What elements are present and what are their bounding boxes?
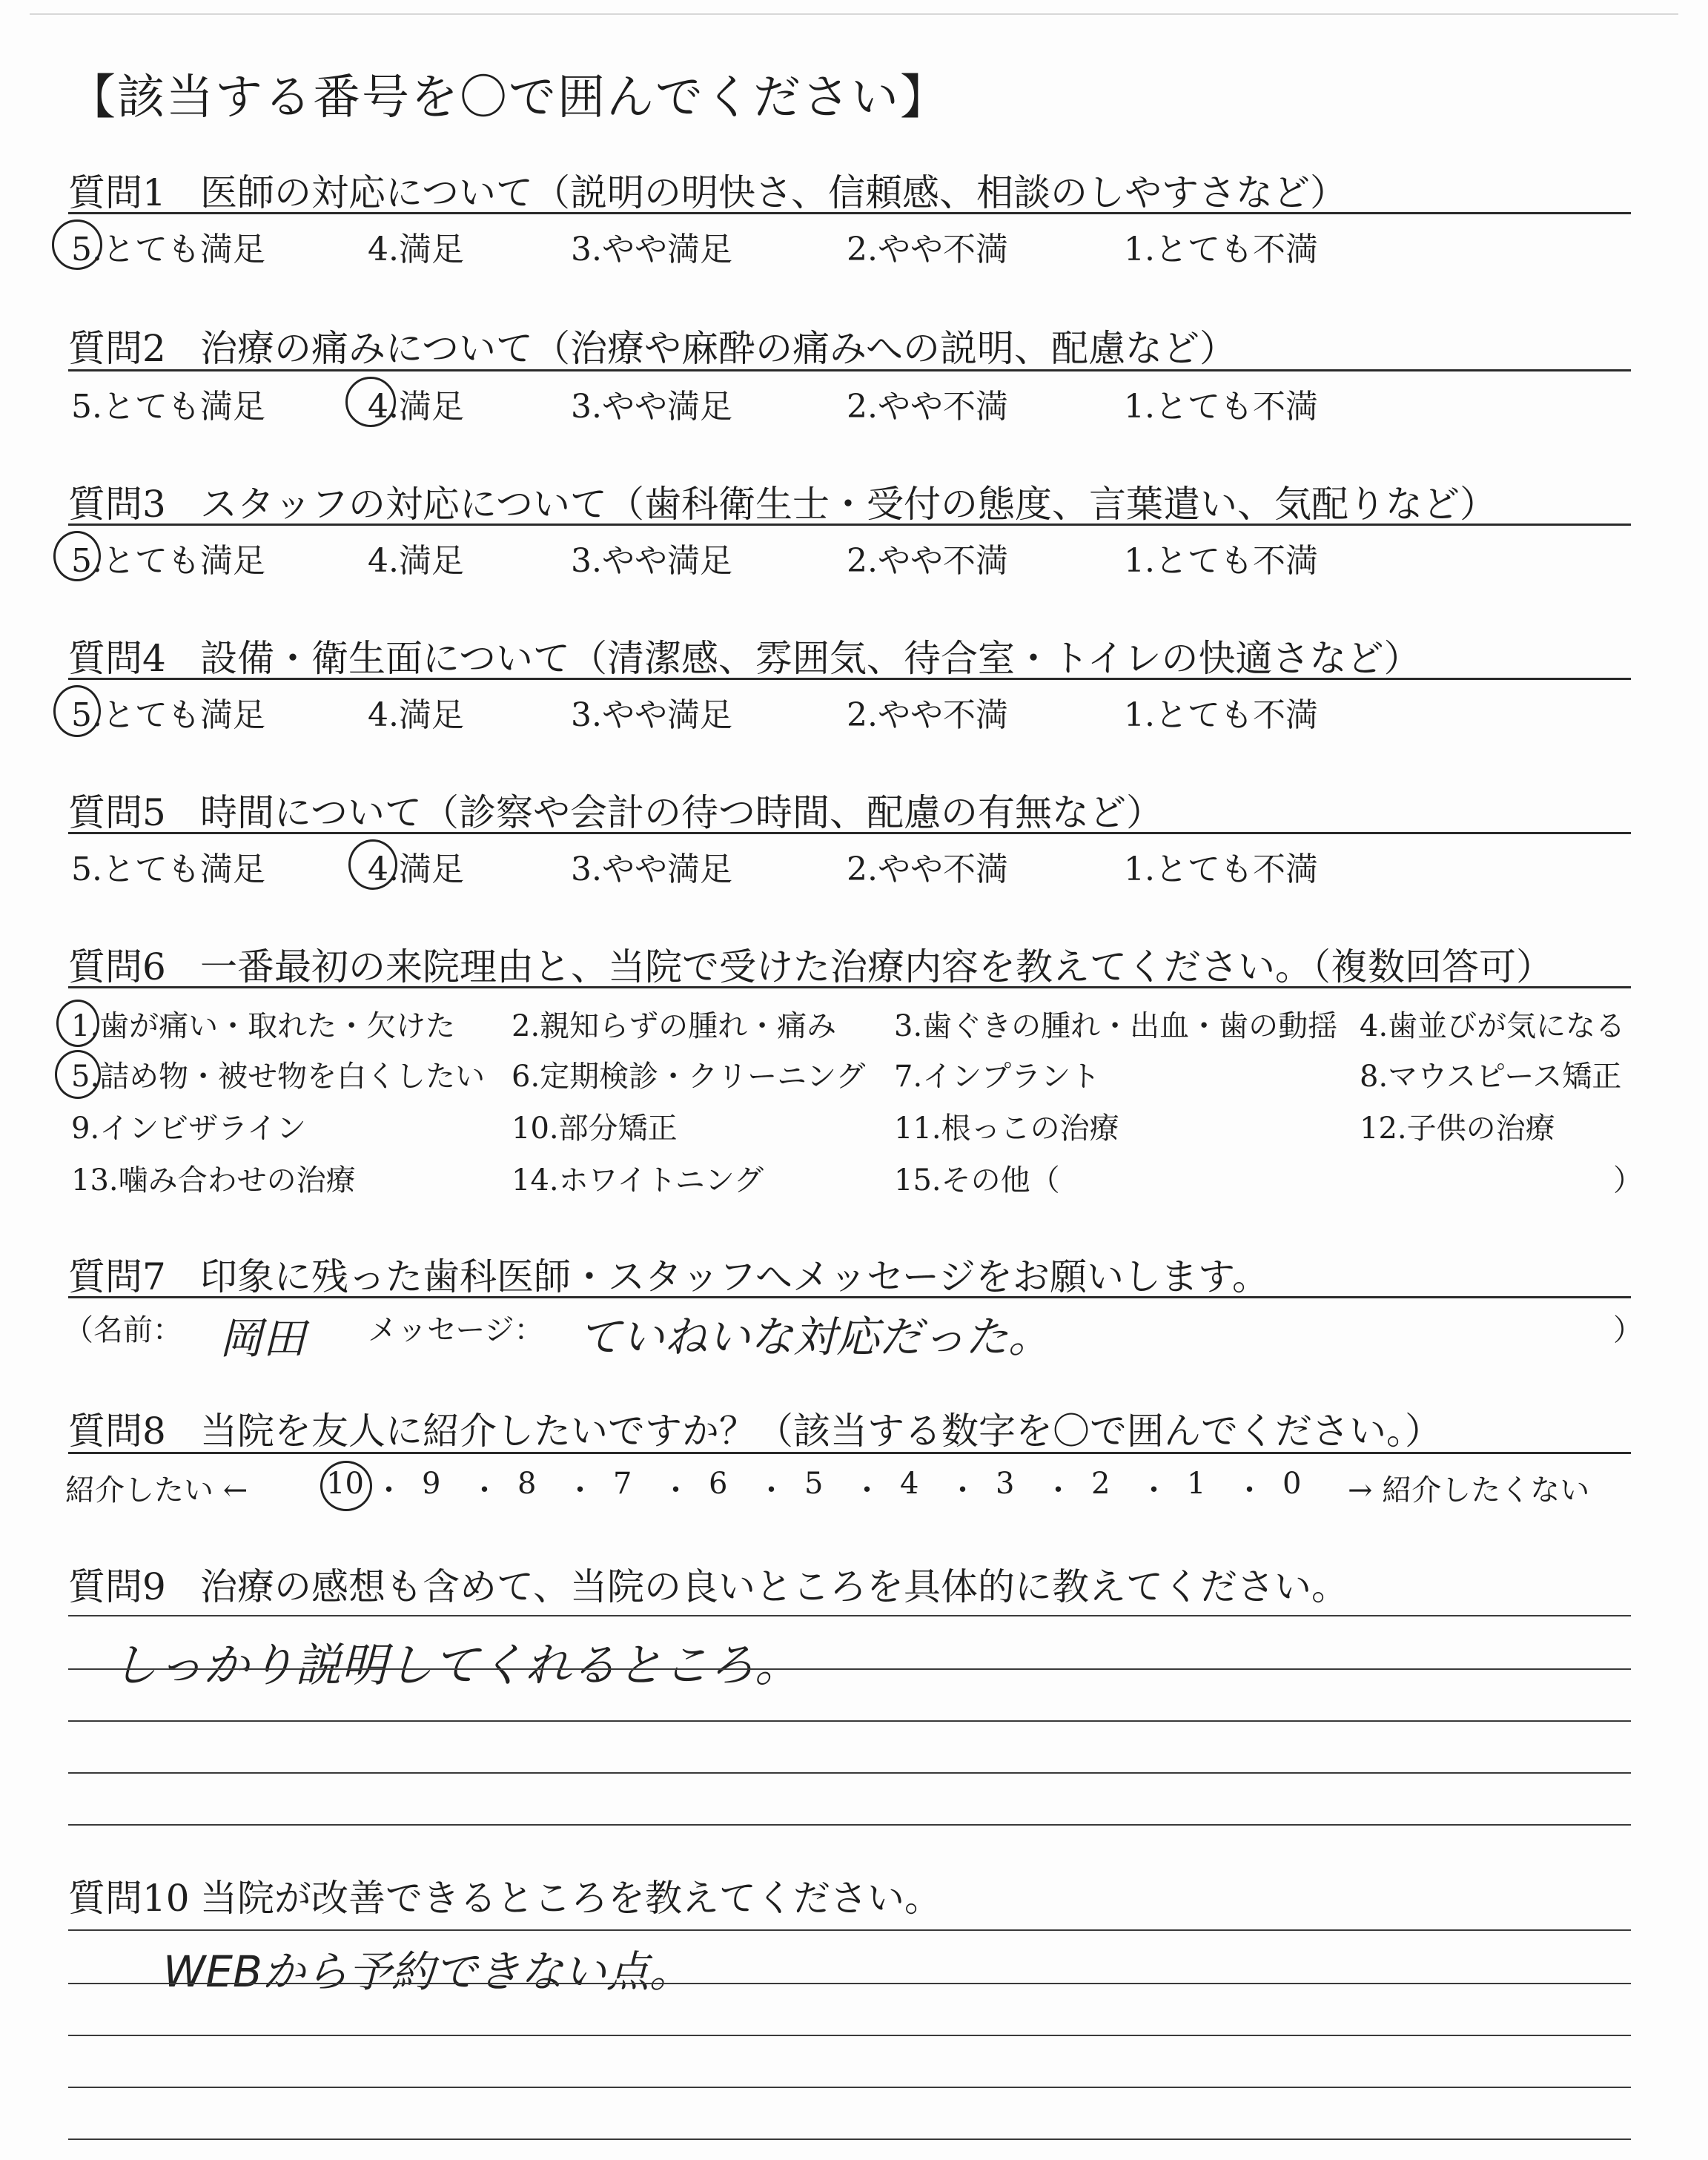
q9-answer-handwritten[interactable]: しっかり説明してくれるところ。	[111, 1638, 801, 1692]
q4-label: 質問4	[68, 637, 166, 680]
q8-scale-separator: ・	[1234, 1473, 1265, 1507]
q6-rule	[68, 986, 1631, 988]
q9-line	[68, 1772, 1631, 1774]
q8-scale-value[interactable]: 1	[1187, 1467, 1206, 1501]
q10-label: 質問10	[68, 1877, 190, 1920]
q8-scale-separator: ・	[1139, 1473, 1169, 1507]
q4-selection-circle	[53, 685, 101, 737]
q2-opt-5[interactable]: 5.とても満足	[71, 388, 265, 426]
q6-text: 一番最初の来院理由と、当院で受けた治療内容を教えてください。（複数回答可）	[200, 945, 1553, 988]
q8-scale-separator: ・	[374, 1473, 404, 1507]
q6-option[interactable]: 10.部分矯正	[512, 1112, 678, 1146]
q9-label: 質問9	[68, 1565, 166, 1608]
q6-selection-circle-5	[55, 1050, 101, 1099]
q7-message-label: メッセージ：	[368, 1313, 544, 1347]
q8-scale-separator: ・	[756, 1473, 787, 1507]
q10-line	[68, 2035, 1631, 2036]
q8-scale-separator: ・	[661, 1473, 691, 1507]
q4-opt-3[interactable]: 3.やや満足	[571, 696, 732, 734]
q6-option[interactable]: 3.歯ぐきの腫れ・出血・歯の動揺	[894, 1009, 1338, 1043]
q8-right-label: → 紹介したくない	[1348, 1473, 1590, 1507]
q1-opt-2[interactable]: 2.やや不満	[847, 231, 1008, 268]
q6-selection-circle-1	[56, 1000, 99, 1047]
q8-scale-value[interactable]: 5	[804, 1467, 824, 1501]
q6-option[interactable]: 9.インビザライン	[71, 1112, 306, 1146]
q3-label: 質問3	[68, 483, 166, 526]
q2-opt-2[interactable]: 2.やや不満	[847, 388, 1008, 426]
q6-option[interactable]: 14.ホワイトニング	[512, 1163, 764, 1198]
q7-rule	[68, 1296, 1631, 1298]
q2-selection-circle	[345, 377, 396, 427]
q7-label: 質問7	[68, 1255, 166, 1298]
q2-opt-3[interactable]: 3.やや満足	[571, 388, 732, 426]
q9-line	[68, 1720, 1631, 1722]
q6-label: 質問6	[68, 945, 166, 988]
q5-selection-circle	[348, 839, 397, 890]
q4-rule	[68, 678, 1631, 680]
q2-label: 質問2	[68, 327, 166, 370]
q7-close-paren: ）	[1613, 1313, 1643, 1347]
q8-selection-circle	[320, 1461, 372, 1511]
q5-opt-4[interactable]: 4.満足	[368, 851, 464, 888]
q8-scale-value[interactable]: 9	[422, 1467, 441, 1501]
q4-opt-4[interactable]: 4.満足	[368, 696, 464, 734]
q2-text: 治療の痛みについて（治療や麻酔の痛みへの説明、配慮など）	[200, 327, 1237, 370]
q2-opt-1[interactable]: 1.とても不満	[1124, 388, 1318, 426]
q9-line	[68, 1824, 1631, 1826]
q8-scale-value[interactable]: 8	[517, 1467, 537, 1501]
q4-opt-5[interactable]: 5.とても満足	[71, 696, 265, 734]
q8-label: 質問8	[68, 1410, 166, 1453]
q9-line	[68, 1668, 1631, 1670]
q1-label: 質問1	[68, 171, 166, 214]
q10-line	[68, 2138, 1631, 2140]
q8-scale-value[interactable]: 7	[613, 1467, 632, 1501]
q3-opt-5[interactable]: 5.とても満足	[71, 542, 265, 580]
q8-left-label: 紹介したい ←	[65, 1473, 248, 1507]
q8-scale-value[interactable]: 10	[326, 1467, 364, 1501]
q9-line	[68, 1615, 1631, 1616]
q4-text: 設備・衛生面について（清潔感、雰囲気、待合室・トイレの快適さなど）	[200, 637, 1421, 680]
q6-option[interactable]: 1.歯が痛い・取れた・欠けた	[71, 1009, 456, 1043]
q6-option[interactable]: 13.噛み合わせの治療	[71, 1163, 356, 1198]
q1-selection-circle	[52, 219, 102, 270]
q6-option[interactable]: 7.インプラント	[894, 1060, 1101, 1094]
q2-opt-4[interactable]: 4.満足	[368, 388, 464, 426]
q8-scale-separator: ・	[565, 1473, 595, 1507]
top-border	[30, 13, 1678, 15]
q5-opt-1[interactable]: 1.とても不満	[1124, 851, 1318, 888]
q1-opt-4[interactable]: 4.満足	[368, 231, 464, 268]
q4-opt-2[interactable]: 2.やや不満	[847, 696, 1008, 734]
q1-opt-1[interactable]: 1.とても不満	[1124, 231, 1318, 268]
q7-text: 印象に残った歯科医師・スタッフへメッセージをお願いします。	[200, 1255, 1269, 1298]
q3-rule	[68, 524, 1631, 526]
q7-name-label: （名前：	[64, 1313, 182, 1347]
q1-opt-3[interactable]: 3.やや満足	[571, 231, 732, 268]
q5-opt-5[interactable]: 5.とても満足	[71, 851, 265, 888]
q3-selection-circle	[53, 531, 101, 581]
q10-line	[68, 1929, 1631, 1931]
q3-opt-1[interactable]: 1.とても不満	[1124, 542, 1318, 580]
q5-rule	[68, 832, 1631, 834]
q2-rule	[68, 369, 1631, 371]
q3-opt-4[interactable]: 4.満足	[368, 542, 464, 580]
q5-opt-3[interactable]: 3.やや満足	[571, 851, 732, 888]
q6-option[interactable]: 6.定期検診・クリーニング	[512, 1060, 866, 1094]
q8-scale-value[interactable]: 6	[709, 1467, 728, 1501]
q8-scale-value[interactable]: 3	[996, 1467, 1015, 1501]
page-header: 【該当する番号を〇で囲んでください】	[68, 70, 949, 125]
q8-scale-separator: ・	[1043, 1473, 1073, 1507]
q6-option[interactable]: 12.子供の治療	[1360, 1112, 1555, 1146]
q3-opt-3[interactable]: 3.やや満足	[571, 542, 732, 580]
q4-opt-1[interactable]: 1.とても不満	[1124, 696, 1318, 734]
q8-scale-value[interactable]: 0	[1282, 1467, 1302, 1501]
q8-scale-value[interactable]: 4	[900, 1467, 919, 1501]
q6-option[interactable]: 4.歯並びが気になる	[1360, 1009, 1626, 1043]
q5-text: 時間について（診察や会計の待つ時間、配慮の有無など）	[200, 791, 1163, 834]
q8-scale-separator: ・	[947, 1473, 978, 1507]
q5-label: 質問5	[68, 791, 166, 834]
q6-option[interactable]: 5.詰め物・被せ物を白くしたい	[71, 1060, 486, 1094]
q1-opt-5[interactable]: 5.とても満足	[71, 231, 265, 268]
q8-scale-separator: ・	[469, 1473, 500, 1507]
q8-rule	[68, 1452, 1631, 1454]
q7-name-handwritten[interactable]: 岡田	[219, 1313, 306, 1364]
q8-scale-value[interactable]: 2	[1091, 1467, 1110, 1501]
q1-rule	[68, 212, 1631, 214]
q6-option[interactable]: 15.その他（	[894, 1163, 1060, 1198]
q6-option[interactable]: 11.根っこの治療	[894, 1112, 1119, 1146]
q10-line	[68, 2087, 1631, 2088]
q6-option[interactable]: 2.親知らずの腫れ・痛み	[512, 1009, 837, 1043]
q1-text: 医師の対応について（説明の明快さ、信頼感、相談のしやすさなど）	[200, 171, 1347, 214]
q10-answer-handwritten[interactable]: WEBから予約できない点。	[163, 1946, 692, 1997]
q7-message-handwritten[interactable]: ていねいな対応だった。	[578, 1312, 1052, 1362]
q5-opt-2[interactable]: 2.やや不満	[847, 851, 1008, 888]
q6-option[interactable]: 8.マウスピース矯正	[1360, 1060, 1622, 1094]
q8-text: 当院を友人に紹介したいですか？（該当する数字を〇で囲んでください。）	[200, 1410, 1442, 1453]
q10-line	[68, 1983, 1631, 1984]
q3-opt-2[interactable]: 2.やや不満	[847, 542, 1008, 580]
q6-option-close: ）	[1613, 1163, 1643, 1198]
q8-scale-separator: ・	[852, 1473, 882, 1507]
q3-text: スタッフの対応について（歯科衛生士・受付の態度、言葉遣い、気配りなど）	[200, 483, 1497, 526]
q10-text: 当院が改善できるところを教えてください。	[200, 1877, 941, 1920]
q9-text: 治療の感想も含めて、当院の良いところを具体的に教えてください。	[200, 1565, 1348, 1608]
